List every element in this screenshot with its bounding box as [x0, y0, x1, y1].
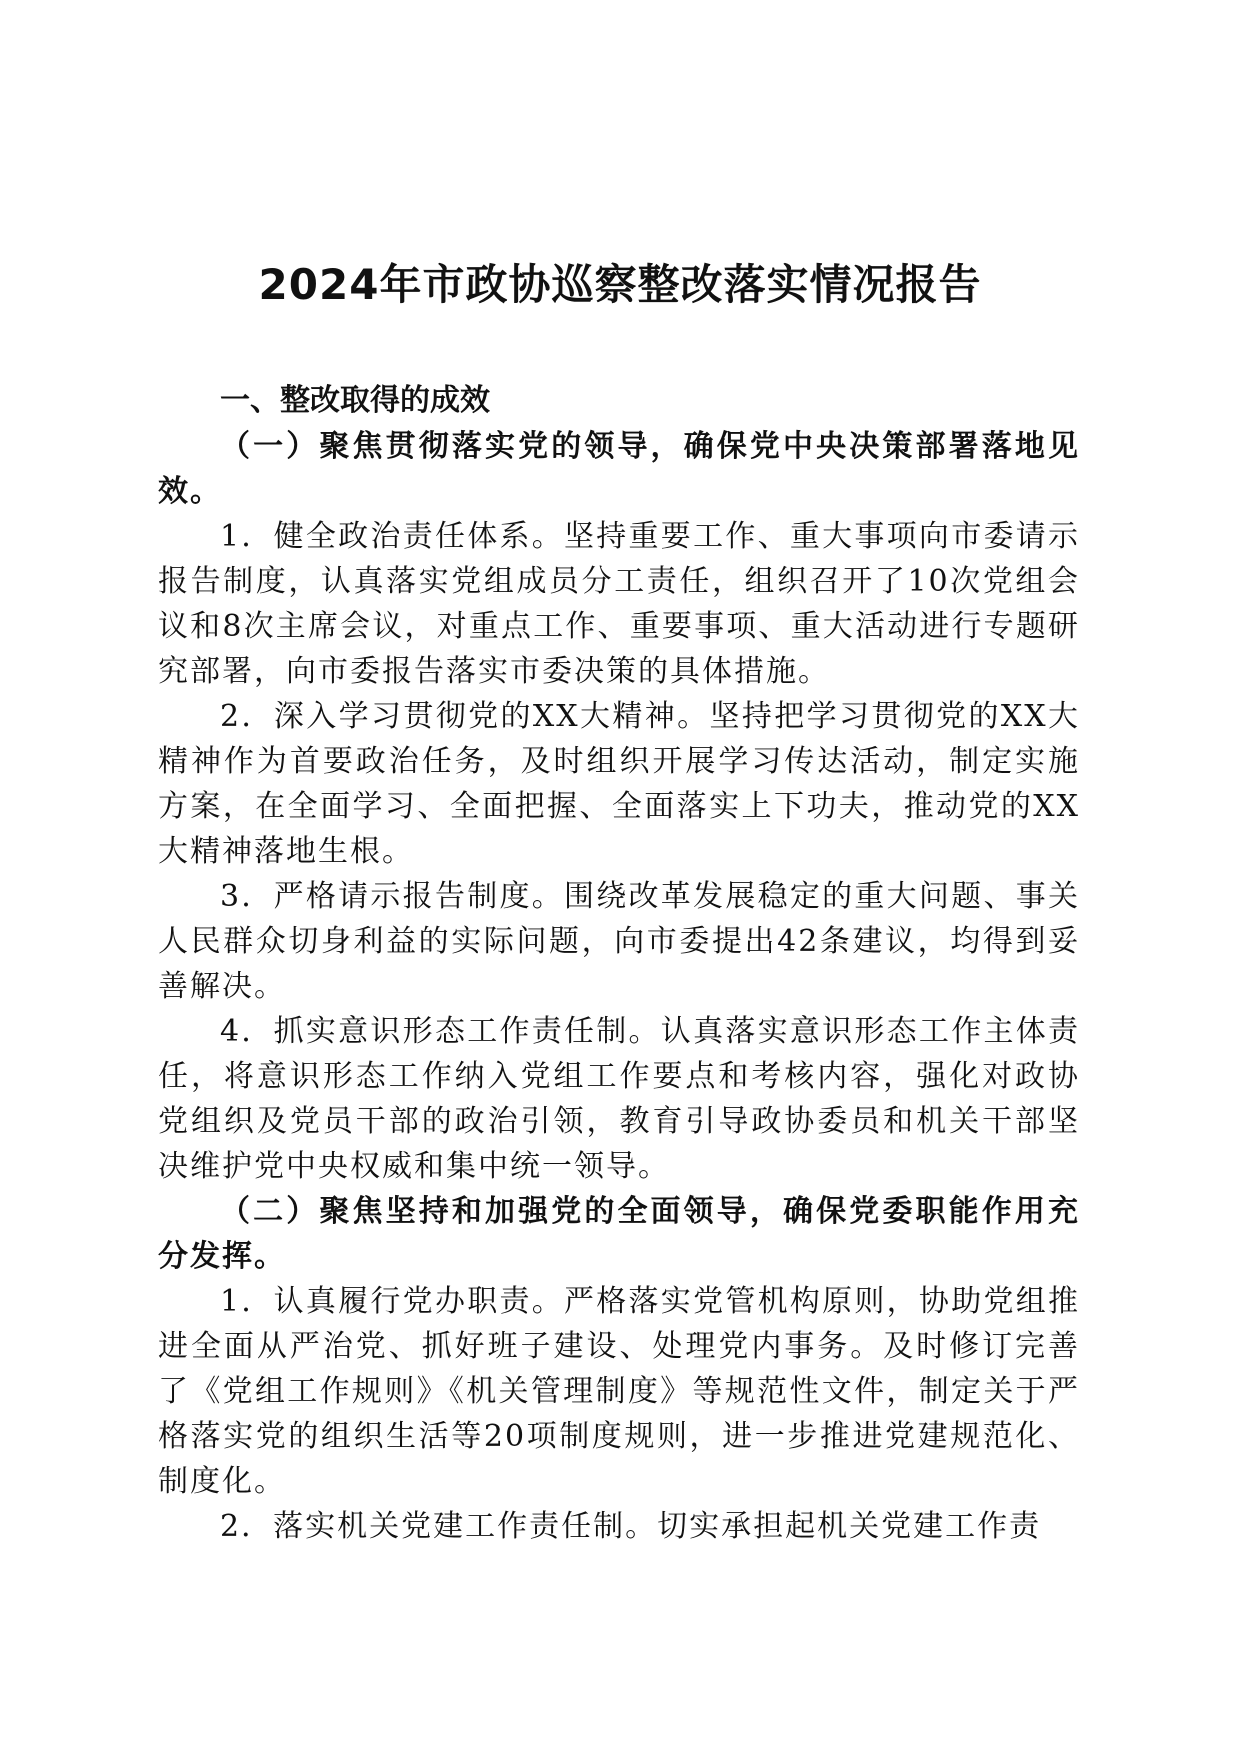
document-title: 2024年市政协巡察整改落实情况报告: [258, 260, 982, 309]
paragraph: 2．深入学习贯彻党的XX大精神。坚持把学习贯彻党的XX大精神作为首要政治任务，及时组织开展学习传达活动，制定实施方案，在全面学习、全面把握、全面落实上下功夫，推动党的XX大精神落地生根。: [158, 699, 1080, 869]
subsection-heading: （二）聚焦坚持和加强党的全面领导，确保党委职能作用充分发挥。: [158, 1194, 1080, 1274]
paragraph: 4．抓实意识形态工作责任制。认真落实意识形态工作主体责任，将意识形态工作纳入党组工作要点和考核内容，强化对政协党组织及党员干部的政治引领，教育引导政协委员和机关干部坚决维护党中央权威和集中统一领导。: [158, 1014, 1080, 1184]
paragraph: 1．健全政治责任体系。坚持重要工作、重大事项向市委请示报告制度，认真落实党组成员分工责任，组织召开了10次党组会议和8次主席会议，对重点工作、重要事项、重大活动进行专题研究部署，向市委报告落实市委决策的具体措施。: [158, 519, 1080, 689]
subsection-heading: （一）聚焦贯彻落实党的领导，确保党中央决策部署落地见效。: [158, 429, 1080, 509]
paragraph: 2．落实机关党建工作责任制。切实承担起机关党建工作责: [220, 1509, 1042, 1544]
section-heading: 一、整改取得的成效: [220, 383, 490, 418]
paragraph: 3．严格请示报告制度。围绕改革发展稳定的重大问题、事关人民群众切身利益的实际问题，向市委提出42条建议，均得到妥善解决。: [158, 879, 1080, 1004]
paragraph: 1．认真履行党办职责。严格落实党管机构原则，协助党组推进全面从严治党、抓好班子建设、处理党内事务。及时修订完善了《党组工作规则》《机关管理制度》等规范性文件，制定关于严格落实党的组织生活等20项制度规则，进一步推进党建规范化、制度化。: [158, 1284, 1080, 1499]
document-body: [158, 378, 1080, 1549]
